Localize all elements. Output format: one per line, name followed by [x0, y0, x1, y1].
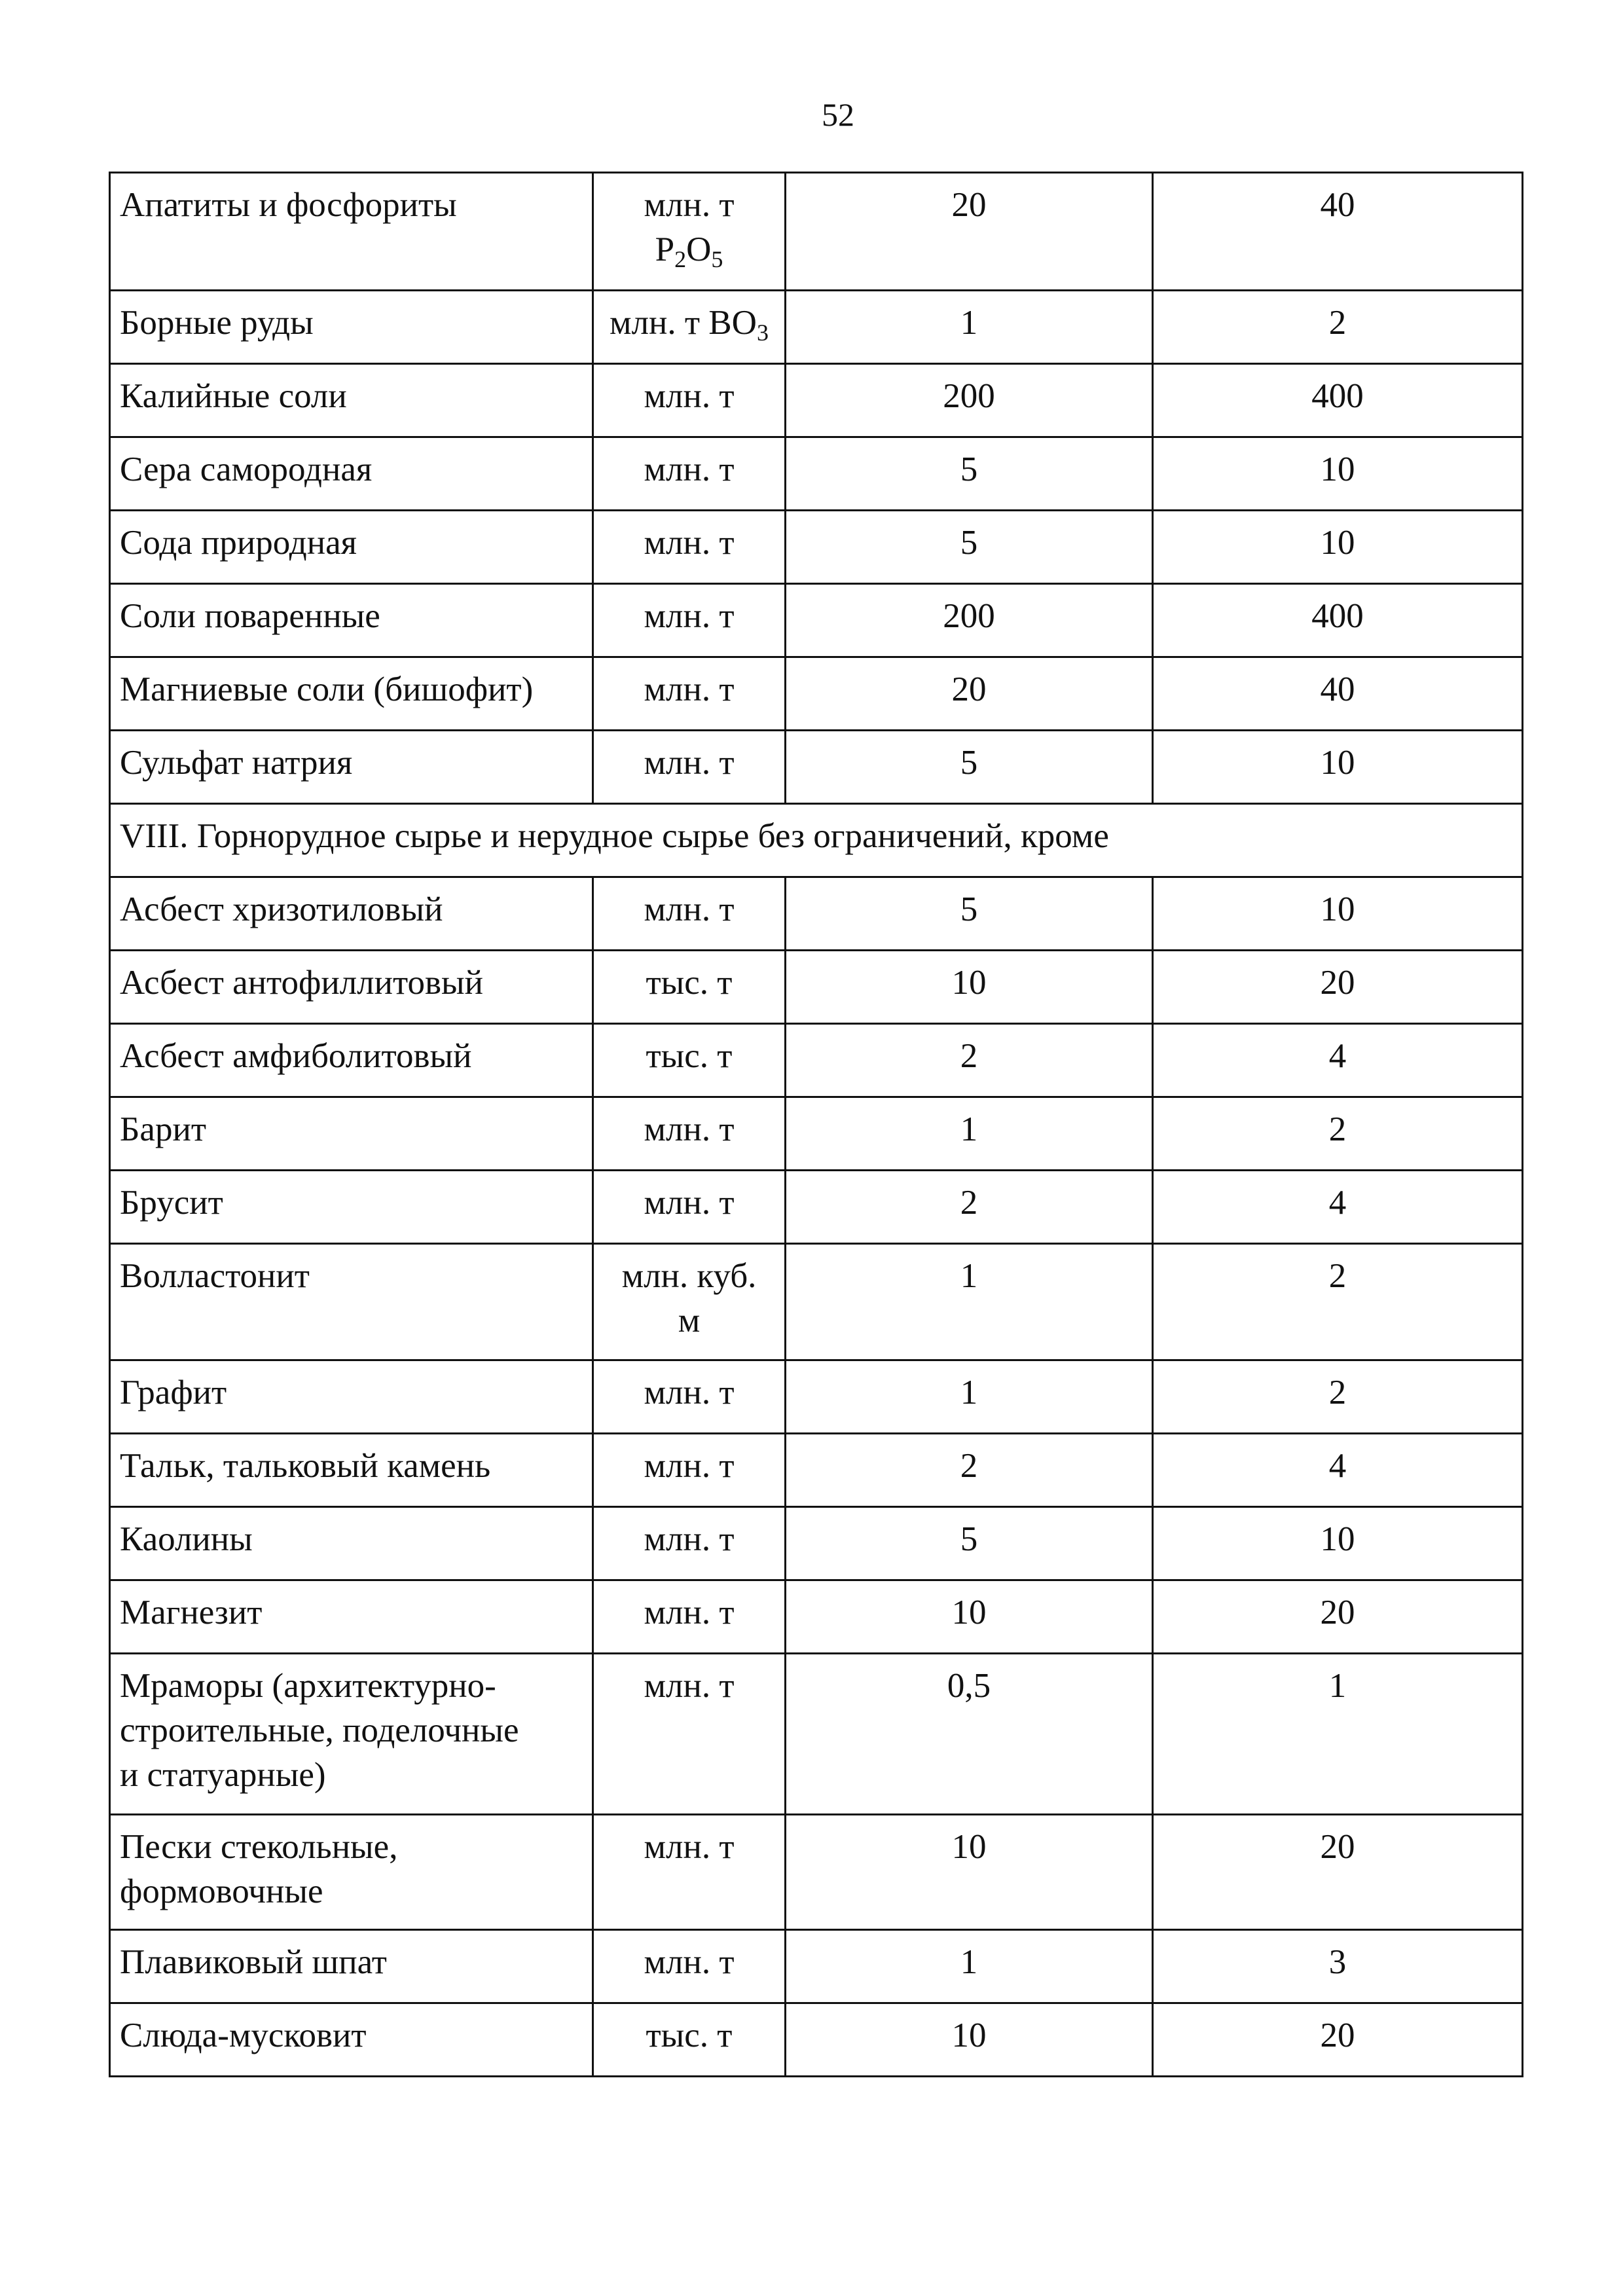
value-cell-1: 5 [786, 511, 1153, 584]
table-row [110, 1507, 1523, 1580]
table-row [110, 1815, 1523, 1930]
value-cell-2: 4 [1153, 1024, 1523, 1097]
value-cell-2: 1 [1153, 1654, 1523, 1815]
section-heading: VIII. Горнорудное сырье и нерудное сырье без ограничений, кроме [110, 804, 1523, 877]
value-cell-2: 10 [1153, 437, 1523, 511]
unit-cell: млн. т [593, 437, 786, 511]
mineral-name-line: и статуарные) [120, 1756, 326, 1794]
table-row [110, 291, 1523, 364]
value-cell-1: 5 [786, 731, 1153, 804]
unit-cell: млн. т [593, 1360, 786, 1434]
value-cell-1: 5 [786, 1507, 1153, 1580]
value-cell-1: 2 [786, 1171, 1153, 1244]
value-cell-2: 400 [1153, 364, 1523, 437]
mineral-name: Барит [110, 1097, 593, 1171]
unit-cell: млн. т [593, 1507, 786, 1580]
section-row [110, 804, 1523, 877]
table-row [110, 1360, 1523, 1434]
value-cell-1: 10 [786, 2003, 1153, 2077]
value-cell-2: 400 [1153, 584, 1523, 657]
table-row [110, 1930, 1523, 2003]
unit-cell: млн. т [593, 1171, 786, 1244]
value-cell-1: 5 [786, 437, 1153, 511]
table-row [110, 584, 1523, 657]
mineral-name: Сульфат натрия [110, 731, 593, 804]
table-row [110, 951, 1523, 1024]
unit-cell: млн. т [593, 511, 786, 584]
value-cell-2: 4 [1153, 1434, 1523, 1507]
unit-cell: млн. т [593, 1654, 786, 1815]
table-row [110, 511, 1523, 584]
value-cell-2: 20 [1153, 1815, 1523, 1930]
unit-cell: млн. т [593, 364, 786, 437]
mineral-name: Плавиковый шпат [110, 1930, 593, 2003]
mineral-name: Соли поваренные [110, 584, 593, 657]
value-cell-2: 20 [1153, 951, 1523, 1024]
value-cell-2: 20 [1153, 2003, 1523, 2077]
table-row [110, 1580, 1523, 1654]
value-cell-1: 2 [786, 1024, 1153, 1097]
mineral-name: Асбест амфиболитовый [110, 1024, 593, 1097]
value-cell-2: 40 [1153, 173, 1523, 291]
value-cell-1: 20 [786, 657, 1153, 731]
table-row [110, 1024, 1523, 1097]
mineral-name: Сода природная [110, 511, 593, 584]
unit-cell [593, 1244, 786, 1360]
mineral-name [110, 1654, 593, 1815]
value-cell-2: 10 [1153, 1507, 1523, 1580]
mineral-name: Магнезит [110, 1580, 593, 1654]
page-number: 52 [822, 96, 854, 133]
value-cell-1: 1 [786, 1244, 1153, 1360]
unit-cell: тыс. т [593, 2003, 786, 2077]
unit-cell [593, 173, 786, 291]
value-cell-1: 10 [786, 1580, 1153, 1654]
mineral-name: Магниевые соли (бишофит) [110, 657, 593, 731]
table-row [110, 364, 1523, 437]
mineral-name: Асбест антофиллитовый [110, 951, 593, 1024]
mineral-name: Сера самородная [110, 437, 593, 511]
value-cell-2: 2 [1153, 1244, 1523, 1360]
value-cell-1: 10 [786, 951, 1153, 1024]
value-cell-1: 20 [786, 173, 1153, 291]
value-cell-1: 1 [786, 1360, 1153, 1434]
table-row [110, 1244, 1523, 1360]
table-row [110, 1434, 1523, 1507]
mineral-name: Апатиты и фосфориты [110, 173, 593, 291]
mineral-name: Калийные соли [110, 364, 593, 437]
table-row [110, 1097, 1523, 1171]
value-cell-2: 4 [1153, 1171, 1523, 1244]
value-cell-1: 5 [786, 877, 1153, 951]
mineral-name: Волластонит [110, 1244, 593, 1360]
unit-cell: млн. т [593, 1097, 786, 1171]
unit-cell: млн. т [593, 584, 786, 657]
value-cell-2: 40 [1153, 657, 1523, 731]
reserves-table [109, 172, 1523, 2077]
unit-text-line2: м [678, 1302, 701, 1339]
mineral-name [110, 1815, 593, 1930]
mineral-name-line: Пески стекольные, [120, 1828, 398, 1866]
table-row [110, 1171, 1523, 1244]
value-cell-2: 20 [1153, 1580, 1523, 1654]
value-cell-1: 0,5 [786, 1654, 1153, 1815]
value-cell-2: 10 [1153, 511, 1523, 584]
unit-cell: млн. т $BO_3$ [593, 291, 786, 364]
mineral-name: Тальк, тальковый камень [110, 1434, 593, 1507]
value-cell-1: 1 [786, 291, 1153, 364]
unit-text: млн. куб. [621, 1257, 757, 1295]
value-cell-2: 2 [1153, 291, 1523, 364]
value-cell-2: 10 [1153, 731, 1523, 804]
unit-formula: $P_2O_5$ [655, 230, 723, 272]
value-cell-1: 2 [786, 1434, 1153, 1507]
table-row [110, 731, 1523, 804]
mineral-name-line: формовочные [120, 1872, 323, 1910]
unit-cell: тыс. т [593, 1024, 786, 1097]
value-cell-2: 2 [1153, 1097, 1523, 1171]
value-cell-1: 10 [786, 1815, 1153, 1930]
table-row [110, 1654, 1523, 1815]
table-row [110, 437, 1523, 511]
mineral-name: Асбест хризотиловый [110, 877, 593, 951]
value-cell-2: 2 [1153, 1360, 1523, 1434]
unit-cell: млн. т [593, 1434, 786, 1507]
table-row [110, 173, 1523, 291]
value-cell-1: 200 [786, 364, 1153, 437]
unit-cell: млн. т [593, 877, 786, 951]
mineral-name: Борные руды [110, 291, 593, 364]
table-row [110, 2003, 1523, 2077]
unit-text: млн. т [644, 186, 735, 224]
value-cell-1: 200 [786, 584, 1153, 657]
unit-cell: млн. т [593, 731, 786, 804]
unit-cell: млн. т [593, 1580, 786, 1654]
unit-cell: млн. т [593, 657, 786, 731]
value-cell-2: 10 [1153, 877, 1523, 951]
value-cell-1: 1 [786, 1097, 1153, 1171]
table-row [110, 877, 1523, 951]
mineral-name: Графит [110, 1360, 593, 1434]
unit-cell: млн. т [593, 1930, 786, 2003]
mineral-name: Слюда-мусковит [110, 2003, 593, 2077]
table-row [110, 657, 1523, 731]
mineral-name: Брусит [110, 1171, 593, 1244]
unit-cell: тыс. т [593, 951, 786, 1024]
unit-cell: млн. т [593, 1815, 786, 1930]
value-cell-2: 3 [1153, 1930, 1523, 2003]
mineral-name: Каолины [110, 1507, 593, 1580]
value-cell-1: 1 [786, 1930, 1153, 2003]
mineral-name-line: Мраморы (архитектурно- [120, 1667, 496, 1705]
mineral-name-line: строительные, поделочные [120, 1711, 519, 1749]
